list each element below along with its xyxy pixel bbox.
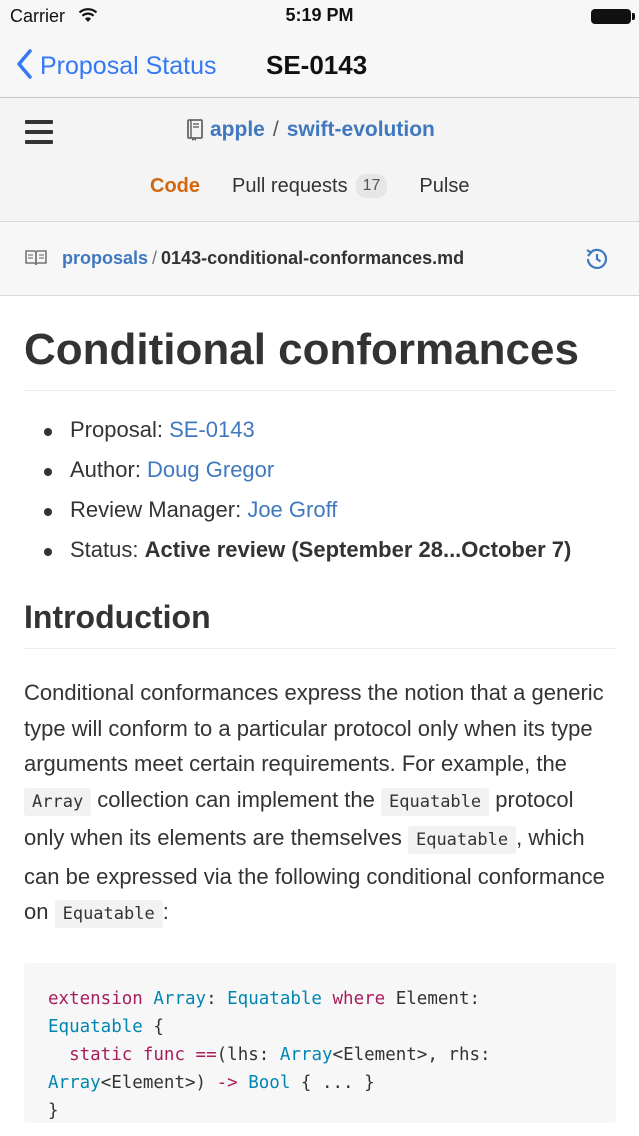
battery-icon: [591, 9, 631, 24]
code-token: <Element>): [100, 1072, 217, 1093]
code-token: Array: [48, 1072, 101, 1093]
repo-name-link[interactable]: swift-evolution: [286, 118, 435, 141]
proposal-label: Proposal:: [70, 417, 170, 442]
carrier-label: Carrier: [10, 6, 66, 26]
path-separator: /: [152, 248, 158, 268]
repo-book-icon: [186, 119, 204, 141]
intro-text-2: collection can implement the: [91, 786, 382, 812]
hamburger-menu-icon[interactable]: [25, 120, 53, 144]
code-token: [322, 989, 333, 1009]
repo-separator: /: [272, 118, 279, 141]
author-link[interactable]: Doug Gregor: [147, 457, 275, 482]
code-token: {: [142, 1016, 164, 1037]
inline-code: Equatable: [408, 826, 516, 854]
code-token: [185, 1045, 196, 1065]
code-token: Array: [279, 1044, 333, 1065]
repo-tabs: [150, 174, 469, 198]
code-token: Equatable: [227, 988, 322, 1009]
intro-text-5: :: [162, 899, 169, 924]
repo-breadcrumb: [186, 118, 435, 142]
status-value: Active review (September 28...October 7): [144, 537, 572, 562]
tab-pulse[interactable]: Pulse: [419, 174, 470, 197]
chevron-left-icon: [16, 49, 32, 84]
code-token: static: [69, 1044, 133, 1065]
code-token: extension: [48, 988, 143, 1009]
navigation-bar: [0, 34, 639, 98]
list-item: [44, 533, 616, 567]
review-manager-label: Review Manager:: [70, 497, 248, 522]
code-token: func: [142, 1044, 185, 1065]
page-title: SE-0143: [266, 50, 368, 80]
code-token: { ... }: [290, 1072, 375, 1093]
code-token: :: [206, 988, 228, 1009]
code-token: Equatable: [48, 1016, 143, 1037]
proposal-link[interactable]: SE-0143: [169, 417, 255, 442]
tab-pull-requests[interactable]: [232, 174, 387, 198]
intro-text-4: , which can be expressed via the following conditional conformance on: [24, 825, 605, 924]
introduction-paragraph: [24, 675, 616, 933]
tab-pull-requests-label: Pull requests: [232, 174, 348, 197]
code-token: Array: [153, 988, 207, 1009]
list-item: [44, 493, 616, 527]
list-item: [44, 453, 616, 487]
code-block: [24, 963, 616, 1123]
tab-code[interactable]: Code: [150, 174, 200, 197]
code-token: Bool: [248, 1072, 291, 1093]
code-token: [48, 1045, 69, 1065]
path-dir-link[interactable]: proposals: [62, 248, 149, 268]
code-token: ->: [216, 1072, 238, 1093]
back-button[interactable]: [16, 46, 217, 86]
path-file-name: 0143-conditional-conformances.md: [161, 248, 465, 268]
intro-text-3: protocol only when its elements are themselves: [24, 786, 574, 850]
inline-code: Equatable: [55, 900, 163, 928]
clock: 5:19 PM: [285, 5, 354, 25]
code-token: Element:: [385, 988, 481, 1009]
inline-code: Equatable: [381, 788, 489, 816]
file-book-icon: [24, 249, 48, 272]
code-token: }: [48, 1100, 59, 1121]
repo-owner-link[interactable]: apple: [210, 118, 265, 141]
back-button-label: Proposal Status: [40, 51, 217, 80]
file-path-bar: [0, 222, 639, 296]
document-title: Conditional conformances: [24, 324, 616, 391]
proposal-metadata-list: [44, 413, 616, 567]
intro-text-1: Conditional conformances express the notion that a generic type will conform to a particular protocol only when its type arguments meet certain requirements. For example, the: [24, 680, 604, 776]
list-item: [44, 413, 616, 447]
code-token: ==: [195, 1044, 217, 1065]
review-manager-link[interactable]: Joe Groff: [247, 497, 338, 522]
status-label: Status:: [70, 537, 145, 562]
code-token: [238, 1073, 249, 1093]
history-icon[interactable]: [584, 246, 610, 277]
code-token: where: [332, 988, 386, 1009]
code-token: <Element>, rhs:: [332, 1044, 491, 1065]
code-token: [132, 1045, 143, 1065]
author-label: Author:: [70, 457, 148, 482]
repo-header: [0, 98, 639, 222]
pull-requests-count-badge: 17: [356, 174, 388, 198]
inline-code: Array: [24, 788, 91, 816]
code-token: (lhs:: [216, 1044, 280, 1065]
introduction-heading: Introduction: [24, 599, 616, 649]
file-breadcrumb: [62, 248, 464, 269]
markdown-content: [24, 296, 616, 1123]
status-bar: [0, 0, 639, 34]
